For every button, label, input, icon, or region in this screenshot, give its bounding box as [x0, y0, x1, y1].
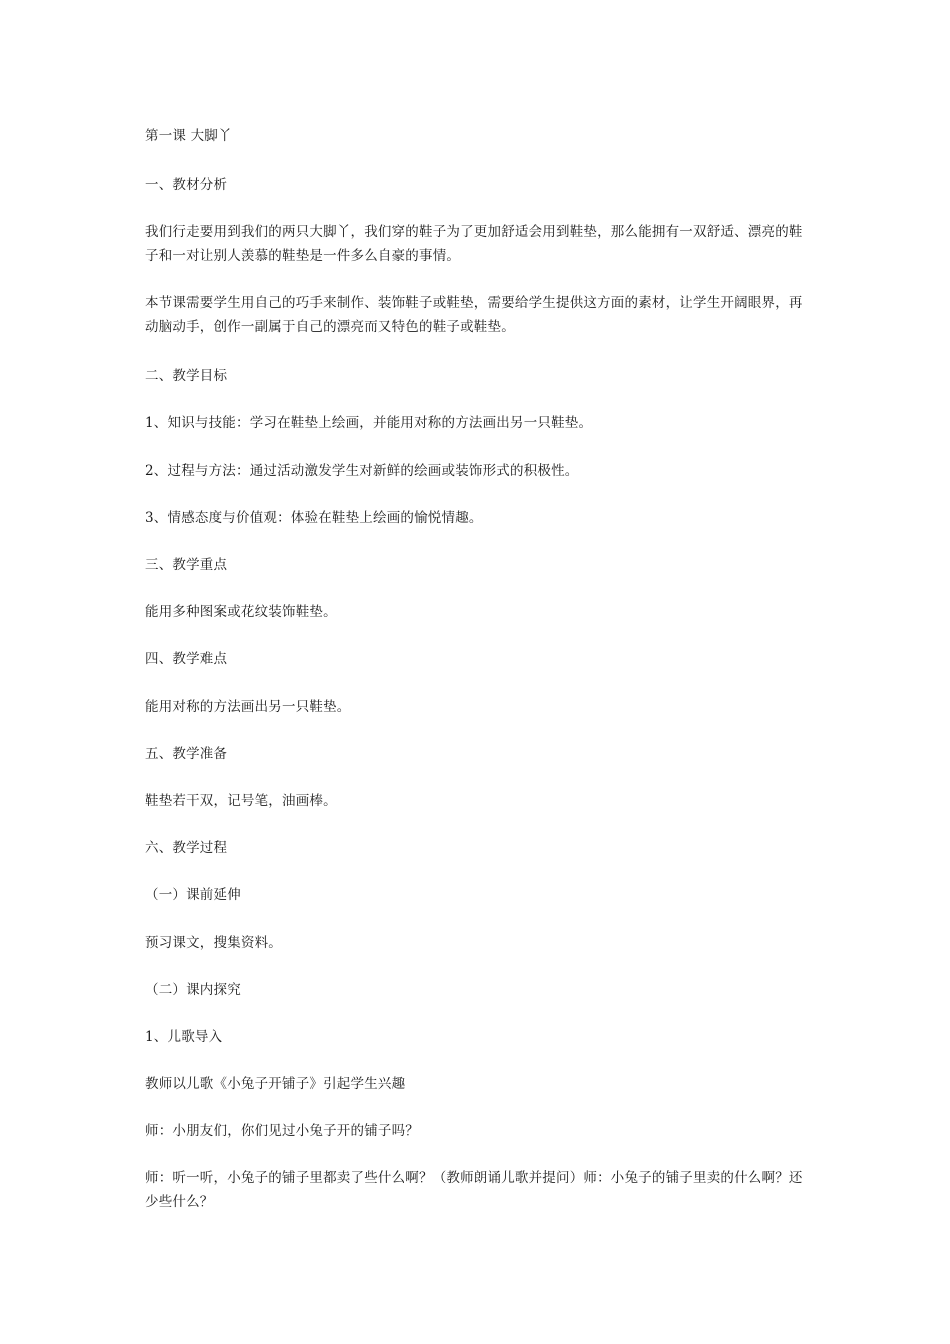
section-heading-preparation: 五、教学准备: [145, 746, 228, 762]
section-heading-process: 六、教学过程: [145, 840, 228, 856]
preparation-text: 鞋垫若干双，记号笔，油画棒。: [145, 793, 337, 809]
step-1-text: 教师以儿歌《小兔子开铺子》引起学生兴趣: [145, 1076, 406, 1092]
section-heading-difficulty: 四、教学难点: [145, 651, 228, 667]
section-heading-goals: 二、教学目标: [145, 368, 228, 384]
difficulty-text: 能用对称的方法画出另一只鞋垫。: [145, 699, 351, 715]
subheading-pre-class: （一）课前延伸: [145, 887, 241, 903]
subheading-in-class: （二）课内探究: [145, 982, 241, 998]
focus-text: 能用多种图案或花纹装饰鞋垫。: [145, 604, 337, 620]
paragraph-analysis-2: 本节课需要学生用自己的巧手来制作、装饰鞋子或鞋垫，需要给学生提供这方面的素材，让学生开阔眼界，再动脑动手，创作一副属于自己的漂亮而又特色的鞋子或鞋垫。: [145, 295, 803, 335]
goal-item-3: 3、情感态度与价值观：体验在鞋垫上绘画的愉悦情趣。: [145, 510, 483, 526]
pre-class-text: 预习课文，搜集资料。: [145, 935, 282, 951]
section-heading-analysis: 一、教材分析: [145, 177, 228, 193]
step-heading-1: 1、儿歌导入: [145, 1029, 223, 1045]
teacher-dialog-2: 师：听一听，小兔子的铺子里都卖了些什么啊？（教师朗诵儿歌并提问）师：小兔子的铺子里卖的什么啊？还少些什么？: [145, 1170, 803, 1210]
teacher-dialog-1: 师：小朋友们，你们见过小兔子开的铺子吗？: [145, 1123, 419, 1139]
paragraph-analysis-1: 我们行走要用到我们的两只大脚丫，我们穿的鞋子为了更加舒适会用到鞋垫，那么能拥有一双舒适、漂亮的鞋子和一对让别人羡慕的鞋垫是一件多么自豪的事情。: [145, 224, 803, 264]
goal-item-2: 2、过程与方法：通过活动激发学生对新鲜的绘画或装饰形式的积极性。: [145, 463, 579, 479]
section-heading-focus: 三、教学重点: [145, 557, 228, 573]
lesson-title: 第一课 大脚丫: [145, 128, 232, 144]
goal-item-1: 1、知识与技能：学习在鞋垫上绘画，并能用对称的方法画出另一只鞋垫。: [145, 415, 593, 431]
